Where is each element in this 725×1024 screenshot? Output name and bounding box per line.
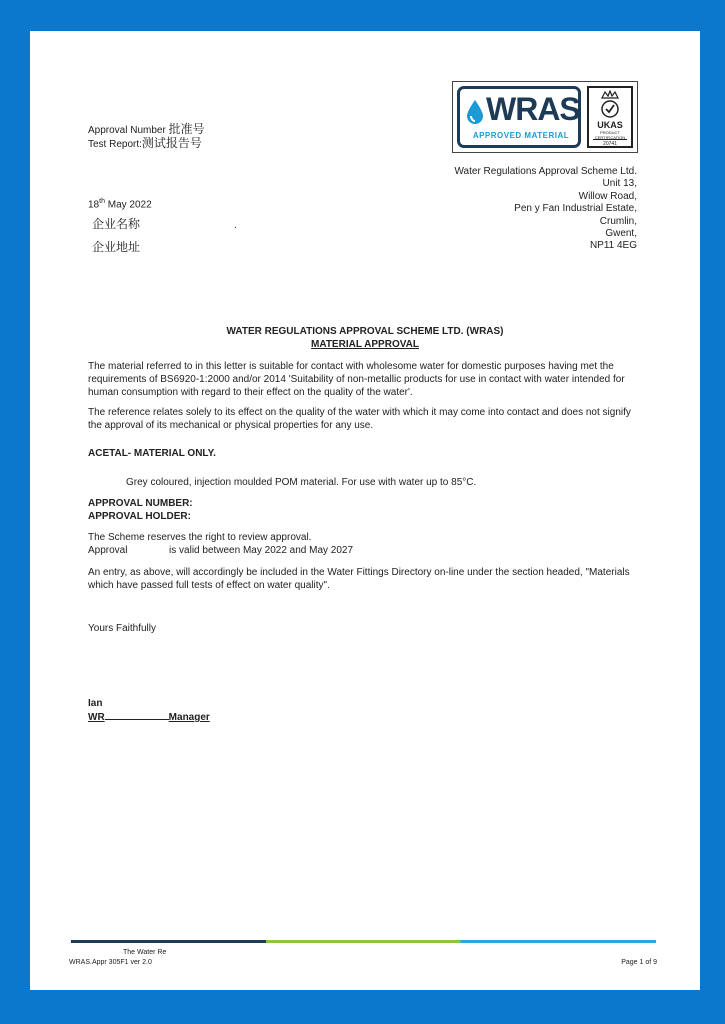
crown-tick-icon <box>598 90 622 118</box>
test-report-header <box>88 137 202 151</box>
company-name-dot: . <box>234 220 237 231</box>
letter-date: 18th May 2022 <box>88 198 152 211</box>
company-address-cn: 企业地址 <box>92 240 141 254</box>
material-heading: ACETAL- MATERIAL ONLY. <box>88 448 216 459</box>
wras-logo-text: WRAS <box>486 91 580 127</box>
ukas-logo <box>587 86 633 148</box>
footer-color-bar <box>71 940 656 943</box>
signer-name: Ian <box>88 698 103 709</box>
address-line: NP11 4EG <box>589 240 637 252</box>
approval-number-cn: 批准号 <box>168 122 205 136</box>
material-description: Grey coloured, injection moulded POM material. For use with water up to 85°C. <box>126 477 477 488</box>
document-page <box>30 31 700 990</box>
wras-logo-subtitle: APPROVED MATERIAL <box>472 131 570 140</box>
signer-title-prefix: WR <box>88 712 105 723</box>
validity-text: is valid between May 2022 and May 2027 <box>169 545 354 556</box>
footer-doc-ref: WRAS.Appr 305F1 ver 2.0 <box>69 959 152 966</box>
ukas-logo-subtitle: PRODUCT CERTIFICATION <box>594 130 626 140</box>
wras-logo <box>457 86 581 148</box>
approval-holder-label: APPROVAL HOLDER: <box>88 511 191 522</box>
address-line: Gwent, <box>605 228 637 240</box>
paragraph-reference: The reference relates solely to its effect on the quality of the water with which it may come into contact and does not signify the approval of its mechanical or physical properties for any use. <box>88 407 631 431</box>
ukas-logo-number: 20741 <box>593 139 627 147</box>
address-line: Water Regulations Approval Scheme Ltd. <box>454 166 637 177</box>
wras-address <box>377 166 637 253</box>
company-name-cn: 企业名称 <box>92 217 141 231</box>
approval-number-header <box>88 123 205 137</box>
footer-tagline: The Water Re <box>123 949 167 956</box>
address-line: Crumlin, <box>599 215 637 227</box>
signer-title-suffix: Manager <box>168 712 210 723</box>
approval-number-label: Approval Number <box>88 125 166 136</box>
validity-prefix: Approval <box>88 545 128 556</box>
review-text: The Scheme reserves the right to review approval. <box>88 532 312 543</box>
water-drop-icon <box>466 99 484 125</box>
ukas-logo-text: UKAS <box>597 120 623 130</box>
validity-line <box>88 544 633 557</box>
approval-number-label-body: APPROVAL NUMBER: <box>88 498 193 509</box>
wras-ukas-logo <box>452 81 638 153</box>
directory-entry-text: An entry, as above, will accordingly be included in the Water Fittings Directory on-line under the section headed, "Materials which have passed full tests of effect on water quality". <box>88 567 630 591</box>
address-line: Unit 13, <box>602 178 637 190</box>
address-line: Pen y Fan Industrial Estate, <box>514 203 637 215</box>
paragraph-suitability: The material referred to in this letter is suitable for contact with wholesome water for domestic purposes having met the requirements of BS6920-1:2000 and/or 2014 'Suitability of non-metallic products for use in contact with water intended for human consumption with regard to their effect on the quality of the water'. <box>88 361 625 398</box>
test-report-cn: 测试报告号 <box>141 136 202 150</box>
footer-page-number: Page 1 of 9 <box>621 959 657 966</box>
test-report-label: Test Report: <box>88 139 142 150</box>
title-line-2: MATERIAL APPROVAL <box>311 339 419 350</box>
letter-title <box>30 325 700 351</box>
address-line: Willow Road, <box>578 190 637 202</box>
closing-salutation: Yours Faithfully <box>88 623 156 634</box>
title-line-1: WATER REGULATIONS APPROVAL SCHEME LTD. (WRAS) <box>226 326 504 337</box>
signer-title <box>88 710 633 724</box>
